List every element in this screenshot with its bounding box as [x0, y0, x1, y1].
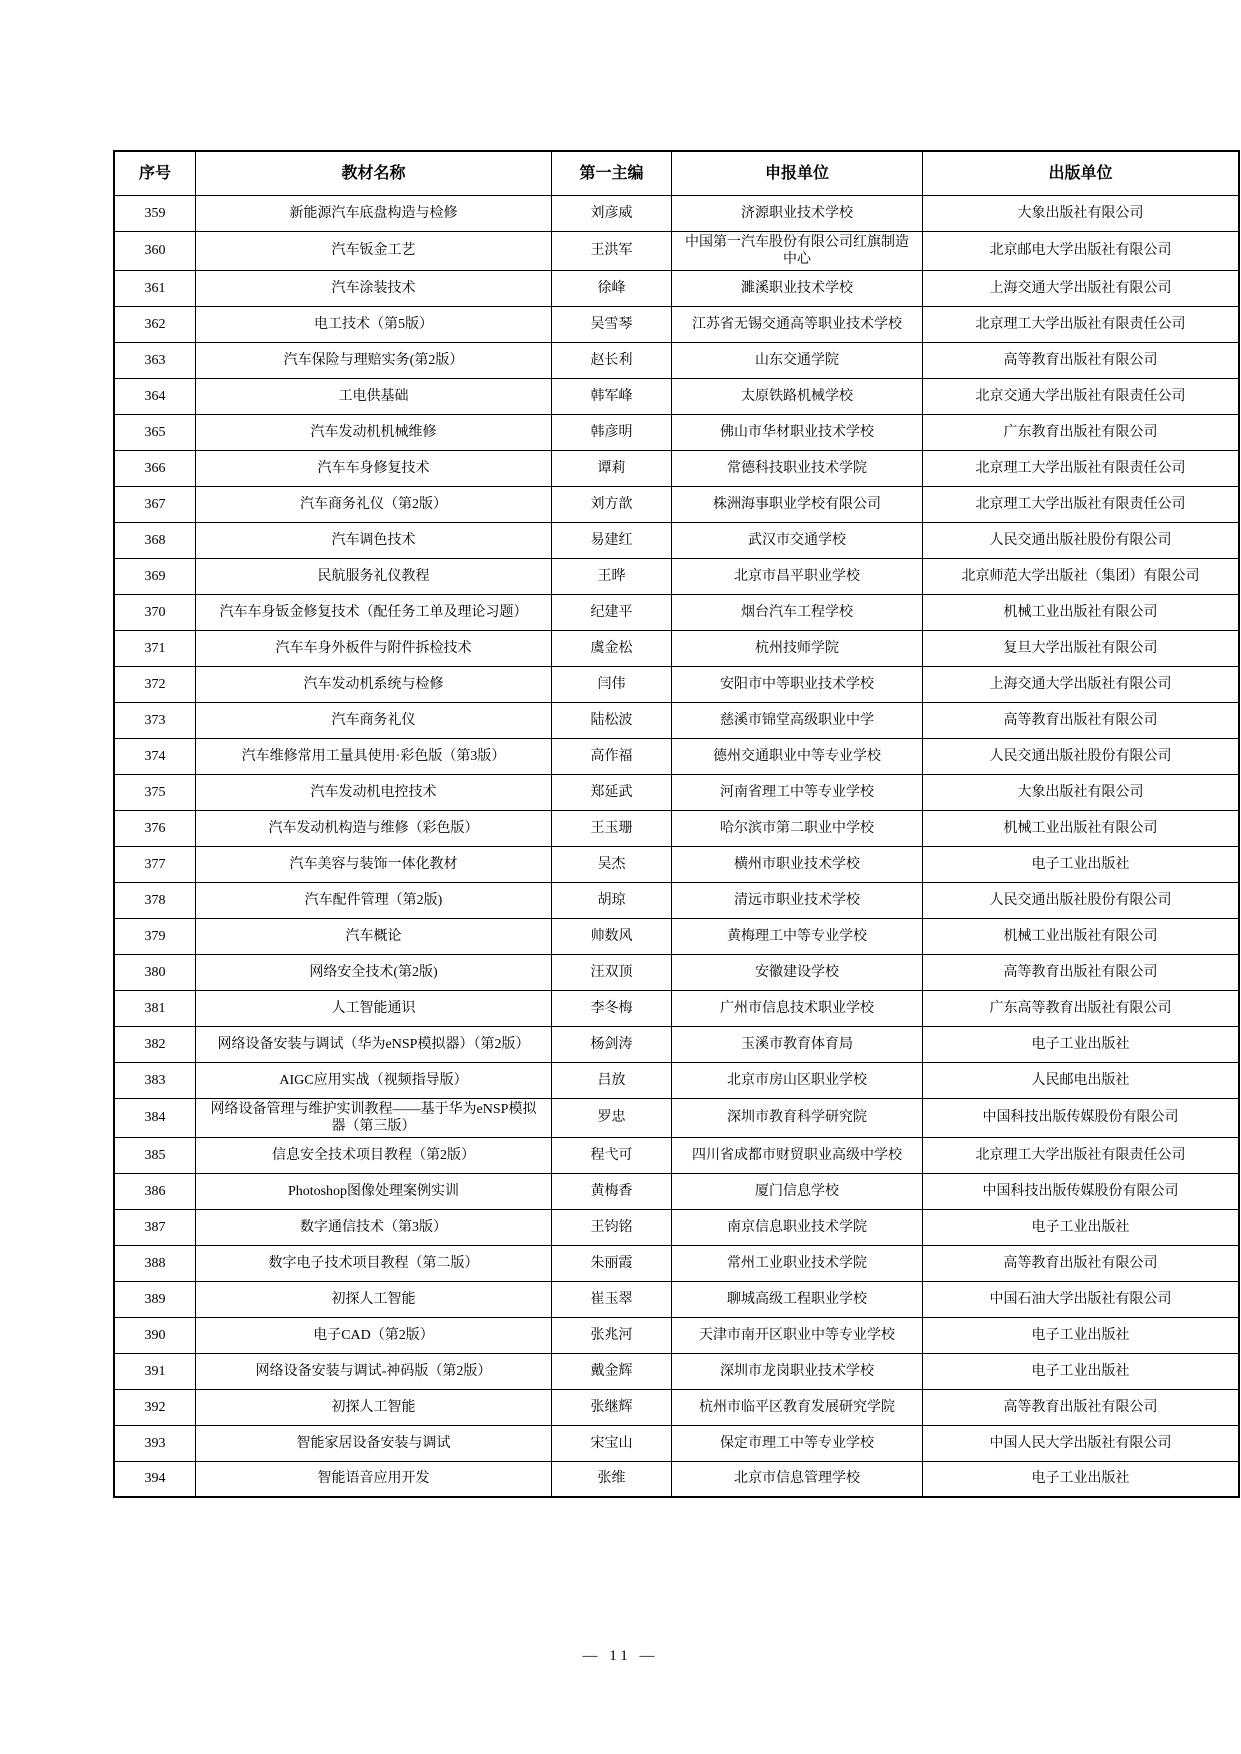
cell-editor: 陆松波	[552, 702, 672, 738]
cell-title: 汽车配件管理（第2版)	[196, 882, 552, 918]
column-header-no: 序号	[114, 151, 196, 195]
cell-applicant: 南京信息职业技术学院	[672, 1209, 923, 1245]
cell-editor: 赵长利	[552, 342, 672, 378]
cell-title: 信息安全技术项目教程（第2版）	[196, 1137, 552, 1173]
cell-no: 387	[114, 1209, 196, 1245]
cell-no: 370	[114, 594, 196, 630]
cell-title: 汽车维修常用工量具使用·彩色版（第3版）	[196, 738, 552, 774]
cell-applicant: 烟台汽车工程学校	[672, 594, 923, 630]
table-row	[114, 1137, 1239, 1173]
cell-title: 电子CAD（第2版）	[196, 1317, 552, 1353]
cell-no: 366	[114, 450, 196, 486]
cell-no: 393	[114, 1425, 196, 1461]
cell-editor: 纪建平	[552, 594, 672, 630]
cell-applicant: 深圳市教育科学研究院	[672, 1098, 923, 1137]
cell-applicant: 厦门信息学校	[672, 1173, 923, 1209]
table-row	[114, 414, 1239, 450]
table-row	[114, 195, 1239, 231]
cell-editor: 徐峰	[552, 270, 672, 306]
cell-no: 369	[114, 558, 196, 594]
cell-title: 民航服务礼仪教程	[196, 558, 552, 594]
cell-title: 新能源汽车底盘构造与检修	[196, 195, 552, 231]
cell-title: 汽车美容与装饰一体化教材	[196, 846, 552, 882]
table-row	[114, 846, 1239, 882]
cell-publisher: 人民交通出版社股份有限公司	[923, 522, 1240, 558]
cell-editor: 易建红	[552, 522, 672, 558]
cell-no: 394	[114, 1461, 196, 1497]
cell-applicant: 佛山市华材职业技术学校	[672, 414, 923, 450]
cell-title: 网络设备管理与维护实训教程——基于华为eNSP模拟器（第三版）	[196, 1098, 552, 1137]
cell-no: 381	[114, 990, 196, 1026]
table-row	[114, 342, 1239, 378]
cell-publisher: 高等教育出版社有限公司	[923, 1245, 1240, 1281]
cell-publisher: 电子工业出版社	[923, 1209, 1240, 1245]
cell-editor: 戴金辉	[552, 1353, 672, 1389]
cell-no: 373	[114, 702, 196, 738]
cell-editor: 刘彦威	[552, 195, 672, 231]
cell-applicant: 杭州技师学院	[672, 630, 923, 666]
cell-editor: 程弋可	[552, 1137, 672, 1173]
cell-editor: 王洪军	[552, 231, 672, 270]
table-row	[114, 918, 1239, 954]
cell-editor: 张继辉	[552, 1389, 672, 1425]
cell-no: 368	[114, 522, 196, 558]
cell-title: 工电供基础	[196, 378, 552, 414]
table-row	[114, 702, 1239, 738]
cell-applicant: 北京市昌平职业学校	[672, 558, 923, 594]
table-row	[114, 774, 1239, 810]
textbook-table	[113, 150, 1240, 1498]
cell-publisher: 电子工业出版社	[923, 1353, 1240, 1389]
cell-editor: 郑延武	[552, 774, 672, 810]
cell-title: 汽车调色技术	[196, 522, 552, 558]
cell-editor: 王钧铭	[552, 1209, 672, 1245]
cell-editor: 汪双顶	[552, 954, 672, 990]
cell-publisher: 中国科技出版传媒股份有限公司	[923, 1173, 1240, 1209]
cell-editor: 崔玉翠	[552, 1281, 672, 1317]
cell-applicant: 慈溪市锦堂高级职业中学	[672, 702, 923, 738]
cell-applicant: 常州工业职业技术学院	[672, 1245, 923, 1281]
cell-applicant: 哈尔滨市第二职业中学校	[672, 810, 923, 846]
cell-title: 电工技术（第5版）	[196, 306, 552, 342]
cell-applicant: 杭州市临平区教育发展研究学院	[672, 1389, 923, 1425]
cell-title: 汽车车身外板件与附件拆检技术	[196, 630, 552, 666]
table-row	[114, 270, 1239, 306]
table-row	[114, 1281, 1239, 1317]
cell-applicant: 太原铁路机械学校	[672, 378, 923, 414]
table-row	[114, 306, 1239, 342]
cell-title: Photoshop图像处理案例实训	[196, 1173, 552, 1209]
cell-title: 网络设备安装与调试-神码版（第2版）	[196, 1353, 552, 1389]
cell-applicant: 横州市职业技术学校	[672, 846, 923, 882]
cell-applicant: 中国第一汽车股份有限公司红旗制造中心	[672, 231, 923, 270]
cell-publisher: 广东高等教育出版社有限公司	[923, 990, 1240, 1026]
page-number: — 11 —	[582, 1648, 659, 1664]
cell-no: 371	[114, 630, 196, 666]
cell-title: 网络设备安装与调试（华为eNSP模拟器）（第2版）	[196, 1026, 552, 1062]
cell-editor: 韩彦明	[552, 414, 672, 450]
cell-publisher: 北京理工大学出版社有限责任公司	[923, 450, 1240, 486]
cell-no: 360	[114, 231, 196, 270]
cell-applicant: 广州市信息技术职业学校	[672, 990, 923, 1026]
table-row	[114, 1209, 1239, 1245]
cell-title: 汽车车身修复技术	[196, 450, 552, 486]
cell-applicant: 武汉市交通学校	[672, 522, 923, 558]
cell-publisher: 中国科技出版传媒股份有限公司	[923, 1098, 1240, 1137]
cell-no: 361	[114, 270, 196, 306]
cell-no: 377	[114, 846, 196, 882]
table-row	[114, 738, 1239, 774]
cell-publisher: 电子工业出版社	[923, 1461, 1240, 1497]
cell-title: 汽车涂装技术	[196, 270, 552, 306]
cell-applicant: 株洲海事职业学校有限公司	[672, 486, 923, 522]
table-row	[114, 1461, 1239, 1497]
cell-publisher: 高等教育出版社有限公司	[923, 1389, 1240, 1425]
cell-editor: 王晔	[552, 558, 672, 594]
header-row	[114, 151, 1239, 195]
cell-publisher: 电子工业出版社	[923, 1317, 1240, 1353]
table-row	[114, 1425, 1239, 1461]
cell-title: 人工智能通识	[196, 990, 552, 1026]
cell-publisher: 高等教育出版社有限公司	[923, 342, 1240, 378]
cell-title: 汽车发动机机械维修	[196, 414, 552, 450]
table-row	[114, 486, 1239, 522]
cell-no: 388	[114, 1245, 196, 1281]
table-row	[114, 1173, 1239, 1209]
cell-title: 汽车发动机系统与检修	[196, 666, 552, 702]
table-row	[114, 1026, 1239, 1062]
cell-publisher: 北京理工大学出版社有限责任公司	[923, 1137, 1240, 1173]
cell-title: 初探人工智能	[196, 1389, 552, 1425]
cell-publisher: 机械工业出版社有限公司	[923, 918, 1240, 954]
cell-no: 386	[114, 1173, 196, 1209]
table-row	[114, 1062, 1239, 1098]
table-row	[114, 630, 1239, 666]
column-header-publisher: 出版单位	[923, 151, 1240, 195]
cell-publisher: 电子工业出版社	[923, 1026, 1240, 1062]
cell-no: 359	[114, 195, 196, 231]
cell-publisher: 北京理工大学出版社有限责任公司	[923, 306, 1240, 342]
cell-editor: 宋宝山	[552, 1425, 672, 1461]
table-row	[114, 882, 1239, 918]
cell-no: 391	[114, 1353, 196, 1389]
cell-title: AIGC应用实战（视频指导版）	[196, 1062, 552, 1098]
cell-editor: 闫伟	[552, 666, 672, 702]
table-row	[114, 594, 1239, 630]
cell-editor: 杨剑涛	[552, 1026, 672, 1062]
cell-title: 初探人工智能	[196, 1281, 552, 1317]
cell-publisher: 北京师范大学出版社（集团）有限公司	[923, 558, 1240, 594]
column-header-applicant: 申报单位	[672, 151, 923, 195]
cell-no: 385	[114, 1137, 196, 1173]
table-row	[114, 1098, 1239, 1137]
cell-no: 390	[114, 1317, 196, 1353]
cell-publisher: 复旦大学出版社有限公司	[923, 630, 1240, 666]
cell-publisher: 高等教育出版社有限公司	[923, 954, 1240, 990]
cell-editor: 吴杰	[552, 846, 672, 882]
cell-no: 392	[114, 1389, 196, 1425]
cell-no: 382	[114, 1026, 196, 1062]
cell-no: 365	[114, 414, 196, 450]
cell-title: 数字通信技术（第3版）	[196, 1209, 552, 1245]
cell-applicant: 天津市南开区职业中等专业学校	[672, 1317, 923, 1353]
cell-title: 智能语音应用开发	[196, 1461, 552, 1497]
table-row	[114, 522, 1239, 558]
cell-editor: 朱丽霞	[552, 1245, 672, 1281]
cell-editor: 虞金松	[552, 630, 672, 666]
cell-applicant: 北京市房山区职业学校	[672, 1062, 923, 1098]
cell-applicant: 四川省成都市财贸职业高级中学校	[672, 1137, 923, 1173]
cell-applicant: 玉溪市教育体育局	[672, 1026, 923, 1062]
cell-editor: 罗忠	[552, 1098, 672, 1137]
table-row	[114, 954, 1239, 990]
cell-no: 389	[114, 1281, 196, 1317]
cell-publisher: 人民邮电出版社	[923, 1062, 1240, 1098]
cell-no: 379	[114, 918, 196, 954]
table-row	[114, 1245, 1239, 1281]
cell-no: 383	[114, 1062, 196, 1098]
cell-no: 372	[114, 666, 196, 702]
cell-title: 汽车保险与理赔实务(第2版）	[196, 342, 552, 378]
cell-no: 364	[114, 378, 196, 414]
cell-applicant: 德州交通职业中等专业学校	[672, 738, 923, 774]
cell-title: 汽车商务礼仪	[196, 702, 552, 738]
cell-title: 数字电子技术项目教程（第二版）	[196, 1245, 552, 1281]
cell-applicant: 济源职业技术学校	[672, 195, 923, 231]
cell-publisher: 北京邮电大学出版社有限公司	[923, 231, 1240, 270]
cell-applicant: 安阳市中等职业技术学校	[672, 666, 923, 702]
cell-applicant: 安徽建设学校	[672, 954, 923, 990]
cell-editor: 刘方歆	[552, 486, 672, 522]
cell-no: 384	[114, 1098, 196, 1137]
cell-applicant: 清远市职业技术学校	[672, 882, 923, 918]
column-header-title: 教材名称	[196, 151, 552, 195]
table-row	[114, 231, 1239, 270]
cell-publisher: 高等教育出版社有限公司	[923, 702, 1240, 738]
cell-editor: 李冬梅	[552, 990, 672, 1026]
cell-applicant: 北京市信息管理学校	[672, 1461, 923, 1497]
cell-publisher: 大象出版社有限公司	[923, 195, 1240, 231]
cell-no: 367	[114, 486, 196, 522]
cell-no: 363	[114, 342, 196, 378]
column-header-editor: 第一主编	[552, 151, 672, 195]
cell-no: 375	[114, 774, 196, 810]
cell-publisher: 大象出版社有限公司	[923, 774, 1240, 810]
table-body	[114, 195, 1239, 1497]
cell-editor: 吴雪琴	[552, 306, 672, 342]
cell-applicant: 山东交通学院	[672, 342, 923, 378]
cell-no: 362	[114, 306, 196, 342]
cell-applicant: 江苏省无锡交通高等职业技术学校	[672, 306, 923, 342]
cell-title: 汽车概论	[196, 918, 552, 954]
table-row	[114, 810, 1239, 846]
cell-applicant: 保定市理工中等专业学校	[672, 1425, 923, 1461]
cell-title: 汽车车身钣金修复技术（配任务工单及理论习题）	[196, 594, 552, 630]
table-row	[114, 1353, 1239, 1389]
cell-editor: 胡琼	[552, 882, 672, 918]
cell-no: 374	[114, 738, 196, 774]
cell-publisher: 上海交通大学出版社有限公司	[923, 270, 1240, 306]
cell-applicant: 深圳市龙岗职业技术学校	[672, 1353, 923, 1389]
cell-editor: 韩军峰	[552, 378, 672, 414]
cell-publisher: 电子工业出版社	[923, 846, 1240, 882]
cell-title: 汽车发动机构造与维修（彩色版）	[196, 810, 552, 846]
cell-applicant: 濉溪职业技术学校	[672, 270, 923, 306]
table-row	[114, 990, 1239, 1026]
cell-publisher: 机械工业出版社有限公司	[923, 594, 1240, 630]
cell-publisher: 北京交通大学出版社有限责任公司	[923, 378, 1240, 414]
cell-publisher: 中国石油大学出版社有限公司	[923, 1281, 1240, 1317]
cell-applicant: 常德科技职业技术学院	[672, 450, 923, 486]
cell-editor: 吕放	[552, 1062, 672, 1098]
table-row	[114, 1317, 1239, 1353]
cell-editor: 谭莉	[552, 450, 672, 486]
cell-editor: 帅数风	[552, 918, 672, 954]
table-row	[114, 450, 1239, 486]
cell-title: 智能家居设备安装与调试	[196, 1425, 552, 1461]
cell-editor: 张维	[552, 1461, 672, 1497]
cell-applicant: 黄梅理工中等专业学校	[672, 918, 923, 954]
cell-title: 汽车商务礼仪（第2版）	[196, 486, 552, 522]
table-row	[114, 378, 1239, 414]
cell-publisher: 广东教育出版社有限公司	[923, 414, 1240, 450]
cell-no: 376	[114, 810, 196, 846]
cell-publisher: 上海交通大学出版社有限公司	[923, 666, 1240, 702]
cell-no: 380	[114, 954, 196, 990]
cell-editor: 张兆河	[552, 1317, 672, 1353]
cell-publisher: 中国人民大学出版社有限公司	[923, 1425, 1240, 1461]
cell-publisher: 人民交通出版社股份有限公司	[923, 882, 1240, 918]
cell-editor: 高作福	[552, 738, 672, 774]
cell-editor: 王玉珊	[552, 810, 672, 846]
cell-editor: 黄梅香	[552, 1173, 672, 1209]
table-row	[114, 1389, 1239, 1425]
cell-title: 汽车钣金工艺	[196, 231, 552, 270]
cell-no: 378	[114, 882, 196, 918]
cell-publisher: 机械工业出版社有限公司	[923, 810, 1240, 846]
cell-applicant: 聊城高级工程职业学校	[672, 1281, 923, 1317]
table-row	[114, 666, 1239, 702]
cell-publisher: 人民交通出版社股份有限公司	[923, 738, 1240, 774]
cell-title: 汽车发动机电控技术	[196, 774, 552, 810]
table-row	[114, 558, 1239, 594]
cell-title: 网络安全技术(第2版)	[196, 954, 552, 990]
cell-applicant: 河南省理工中等专业学校	[672, 774, 923, 810]
cell-publisher: 北京理工大学出版社有限责任公司	[923, 486, 1240, 522]
